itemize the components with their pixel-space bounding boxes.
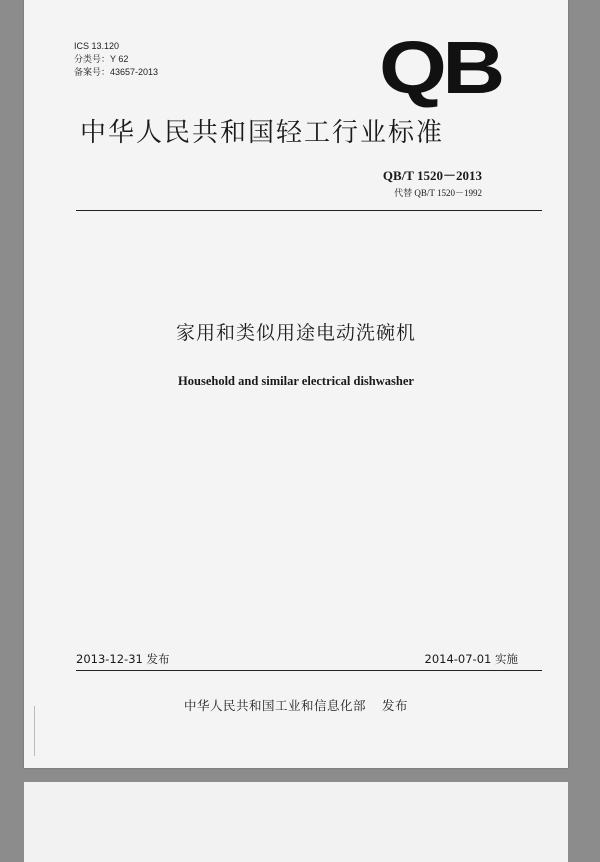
- issuer-line: [24, 696, 568, 714]
- metadata-block: [74, 40, 158, 79]
- record-number: 备案号：43657-2013: [74, 67, 159, 77]
- ics-code: ICS 13.120: [74, 41, 120, 51]
- header-divider: [76, 210, 542, 211]
- standard-number: QB/T 1520－2013: [382, 168, 482, 183]
- implementation-date: 2014-07-01 实施: [424, 652, 518, 666]
- classification-code: 分类号：Y 62: [74, 54, 129, 64]
- document-title-chinese: 家用和类似用途电动洗碗机: [175, 322, 416, 344]
- issue-date: 2013-12-31 发布: [76, 652, 170, 666]
- issuer-action: 发布: [382, 698, 409, 713]
- footer-divider: [76, 670, 542, 671]
- document-title-english: Household and similar electrical dishwasher: [178, 374, 414, 388]
- standard-number-block: [383, 165, 482, 199]
- qb-logo: QB: [379, 26, 501, 109]
- issuer-name: 中华人民共和国工业和信息化部: [183, 698, 366, 713]
- replaces-standard: 代替 QB/T 1520－1992: [394, 188, 482, 198]
- standard-title: 中华人民共和国轻工行业标准: [80, 118, 445, 148]
- document-cover-page: [24, 0, 568, 768]
- page-edge-mark: [34, 706, 35, 756]
- next-page-preview: [24, 782, 568, 862]
